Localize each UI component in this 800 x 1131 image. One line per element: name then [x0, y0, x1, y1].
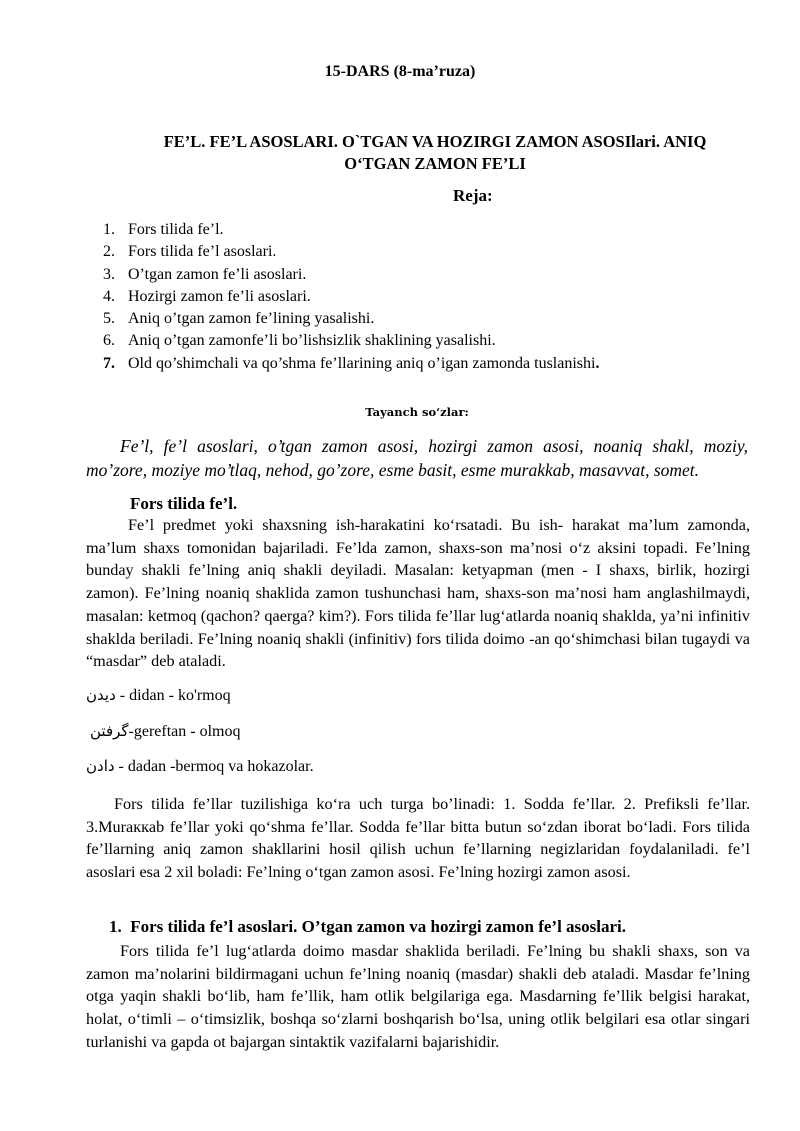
plan-item-text: Aniq o’tgan zamon fe’lining yasalishi.: [128, 310, 375, 328]
plan-heading: Reja:: [453, 186, 493, 205]
section-heading-text: Fors tilida fe’l asoslari. O’tgan zamon va hozirgi zamon fe’l asoslari.: [130, 917, 627, 936]
plan-item-number: 1.: [103, 221, 115, 238]
plan-item-text: O’tgan zamon fe’li asoslari.: [128, 265, 307, 283]
keywords-text: Fe’l, fe’l asoslari, o’tgan zamon asosi, hozirgi zamon asosi, noaniq shakl, moziy, mo’zore, moziye mo’tlaq, nehod, go’zore, esme basit, esme murakkab, masavvat, somet.: [86, 436, 748, 480]
plan-item: [103, 308, 768, 330]
farsi-word: دیدن: [86, 686, 116, 704]
title-line-2: O‘TGAN ZAMON FE’LI: [344, 154, 526, 173]
example-line: [90, 722, 241, 741]
plan-item-number: 4.: [103, 287, 115, 305]
plan-item-text: Hozirgi zamon fe’li asoslari.: [128, 287, 311, 305]
farsi-word: دادن: [86, 757, 115, 775]
section-heading-number: 1.: [109, 917, 122, 936]
plan-list: [103, 219, 768, 375]
plan-item: [103, 264, 768, 286]
plan-item-text: Aniq o’tgan zamonfe’li bo’lishsizlik shaklining yasalishi.: [128, 332, 496, 350]
example-line: [86, 757, 314, 776]
lesson-label: 15-DARS (8-ma’ruza): [324, 63, 476, 80]
keywords-heading: Tayanch so‘zlar:: [365, 405, 469, 419]
section-heading: [109, 917, 626, 937]
plan-item: [103, 286, 768, 308]
plan-item-number: 6.: [103, 332, 115, 350]
plan-item-text: Fors tilida fe’l.: [128, 221, 224, 238]
subsection-heading: Fors tilida fe’l.: [130, 494, 238, 513]
plan-item: [103, 219, 768, 241]
paragraph-verb-structure: Fors tilida fe’llar tuzilishiga ko‘ra uch turga bo’linadi: 1. Sodda fe’llar. 2. Prefiksli fe’llar. 3.Muraккab fe’llar yoki qo‘shma fe’llar. Sodda fe’llar bitta butun so‘zdan iborat bo‘ladi. Fors tilida fe’llarning aniq zamon shakllarini hosil qilish uchun fe’llarning negizlaridan foydalaniladi. fe’l asoslari esa 2 xil boladi: Fe’lning o‘tgan zamon asosi. Fe’lning hozirgi zamon asosi.: [86, 795, 750, 882]
plan-item-number: 2.: [103, 243, 115, 261]
example-line: [86, 686, 231, 705]
example-gloss: - didan - ko'rmoq: [115, 687, 231, 704]
plan-item-text: Fors tilida fe’l asoslari.: [128, 243, 277, 261]
plan-item-number: 7.: [103, 354, 115, 372]
plan-item: [103, 353, 768, 375]
document-title: [110, 131, 760, 175]
example-gloss: -gereftan - olmoq: [128, 723, 241, 740]
paragraph-masdar: Fors tilida fe’l lug‘atlarda doimo masdar shaklida beriladi. Fe’lning bu shakli shaxs, son va zamon ma’nolarini bildirmagani uchun fe’lning noaniq (masdar) shakli deb ataladi. Masdar fe’lning otga yaqin shakli bo‘lib, ham fe’llik, ham otlik belgilariga ega. Masdarning fe’llik belgisi harakat, holat, o‘timli – o‘timsizlik, boshqa so‘zlarni boshqarish bo‘lsa, uning otlik belgilari esa otlar singari turlanishi va gapda ot bajargan sintaktik vazifalarni bajarishidir.: [86, 942, 750, 1051]
plan-item-number: 3.: [103, 265, 115, 283]
plan-item: [103, 241, 768, 263]
paragraph-verb-intro: Fe’l predmet yoki shaxsning ish-harakatini ko‘rsatadi. Bu ish- harakat ma’lum zamonda, ma’lum shaxs tomonidan bajariladi. Fe’lda zamon, shaxs-son ma’nosi o‘z aksini topadi. Fe’lning bunday shakli fe’lning aniq shakli deyiladi. Masalan: ketyapman (men - I shaxs, birlik, hozirgi zamon). Fe’lning noaniq shaklida zamon tushunchasi ham, shaxs-son ma’nosi ham anglashilmaydi, masalan: ketmoq (qachon? qaerga? kim?). Fors tilida fe’llar lug‘atlarda noaniq shaklda, ya’ni infinitiv shaklda beriladi. Fe’lning noaniq shakli (infinitiv) fors tilida doimo -an qo‘shimchasi bilan tugaydi va “masdar” deb ataladi.: [86, 516, 750, 671]
plan-item-text: Old qo’shimchali va qo’shma fe’llarining aniq o’igan zamonda tuslanishi: [128, 354, 596, 372]
example-gloss: - dadan -bermoq va hokazolar.: [114, 758, 314, 775]
farsi-word: گرفتن: [90, 722, 129, 740]
plan-item-suffix: .: [595, 354, 600, 372]
title-line-1: FE’L. FE’L ASOSLARI. O`TGAN VA HOZIRGI ZAMON ASOSIlari. ANIQ: [163, 132, 707, 151]
plan-item: [103, 330, 768, 352]
plan-item-number: 5.: [103, 310, 115, 328]
